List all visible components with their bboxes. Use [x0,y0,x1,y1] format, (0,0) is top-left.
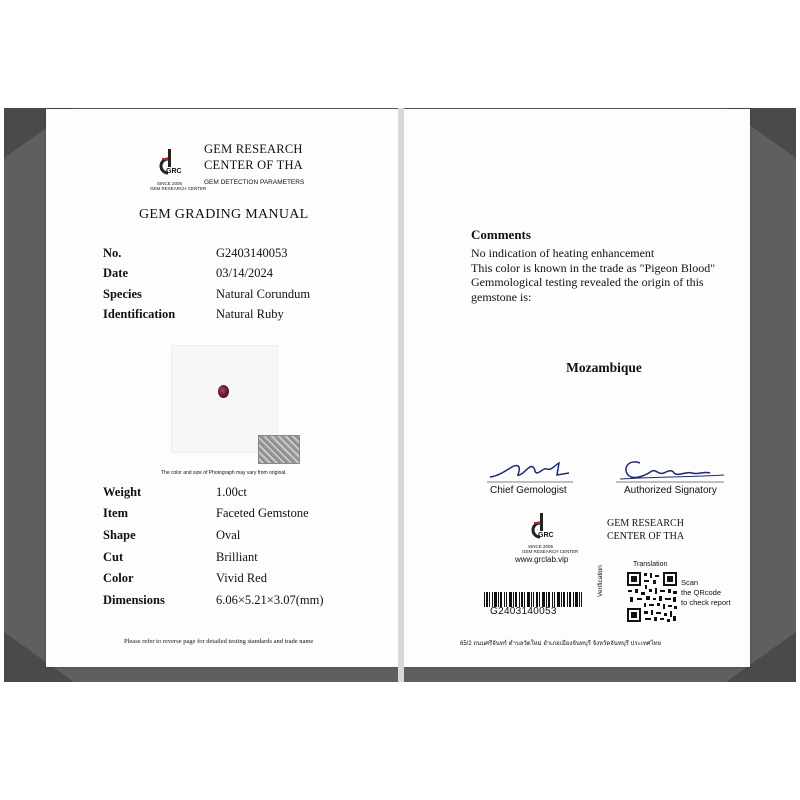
ruby-gem-image [218,385,229,398]
value-weight: 1.00ct [216,485,247,499]
value-item: Faceted Gemstone [216,506,309,520]
hologram-seal [258,435,300,464]
manual-title: GEM GRADING MANUAL [139,207,309,222]
org-name-line1: GEM RESEARCH [607,518,684,529]
address-footer: 65/2 ถนนศรีจันทร์ ตำบลวัดใหม่ อำเภอเมืองจันทบุรี จังหวัดจันทบุรี ประเทศไทย [460,641,662,647]
logo-center-name: GEM RESEARCH CENTER [522,549,579,554]
grc-logo-text: GRC [166,168,182,175]
grc-logo-text: GRC [538,532,554,539]
comments-title: Comments [471,227,531,242]
barcode-image [484,592,582,607]
comment-line: Gemmological testing revealed the origin of this [471,275,704,289]
origin-value: Mozambique [566,360,642,375]
label-identification: Identification [103,307,176,321]
value-no: G2403140053 [216,246,288,260]
label-no: No. [103,246,122,260]
chief-gemologist-label: Chief Gemologist [490,485,567,496]
label-date: Date [103,266,128,280]
comments-body [471,246,715,304]
photo-caption: The color and size of Photograph may vary from original. [161,470,287,476]
label-species: Species [103,287,142,301]
qr-instruction-line: the QRcode [681,588,722,597]
comment-line: No indication of heating enhancement [471,246,655,260]
value-color: Vivid Red [216,571,267,585]
barcode-number: G2403140053 [490,606,557,617]
label-dimensions: Dimensions [103,593,165,607]
label-item: Item [103,506,128,520]
label-weight: Weight [103,485,142,499]
left-footer-note: Please refer to reverse page for detailed testing standards and trade name [124,638,314,645]
org-name-line1: GEM RESEARCH [204,142,303,156]
org-name-line2: CENTER OF THA [204,158,303,172]
label-cut: Cut [103,550,124,564]
authorized-signature [612,453,727,485]
qr-instruction-line: to check report [681,598,731,607]
right-org-name [607,517,684,543]
qr-instructions [681,578,731,608]
folder-spine [398,108,404,682]
logo-since: SINCE 2005 [528,544,554,549]
qr-code-image[interactable] [626,571,678,623]
qr-verification-label: Verification [597,565,604,597]
comment-line: gemstone is: [471,289,532,304]
chief-gemologist-signature [485,453,575,485]
label-color: Color [103,571,134,585]
label-shape: Shape [103,528,136,542]
value-dimensions: 6.06×5.21×3.07(mm) [216,593,324,607]
value-cut: Brilliant [216,550,258,564]
value-date: 03/14/2024 [216,266,273,280]
website-link[interactable]: www.grclab.vip [515,555,569,564]
qr-translation-label: Translation [633,561,668,568]
org-subtitle: GEM DETECTION PARAMETERS [204,179,305,186]
qr-instruction-line: Scan [681,578,699,587]
grc-logo-icon [155,148,183,180]
value-species: Natural Corundum [216,287,311,301]
authorized-signatory-label: Authorized Signatory [624,485,717,496]
org-name-line2: CENTER OF THA [607,531,685,542]
logo-since: SINCE 2005 [157,181,183,186]
logo-center-name: GEM RESEARCH CENTER [150,186,207,191]
value-shape: Oval [216,528,241,542]
value-identification: Natural Ruby [216,307,284,321]
grc-logo-icon [527,512,555,544]
comment-line: This color is known in the trade as "Pigeon Blood" [471,260,716,275]
